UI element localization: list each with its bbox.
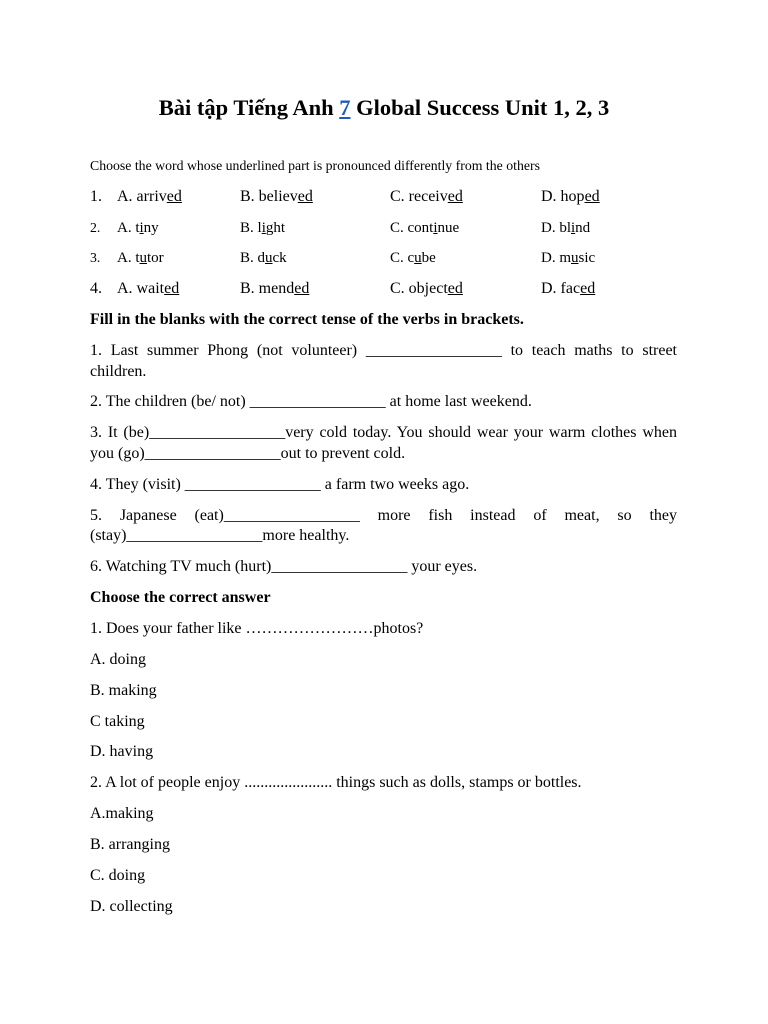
- underlined-part: i: [433, 219, 438, 236]
- option-text-end: ck: [272, 250, 287, 267]
- pronunciation-question-3: [90, 248, 677, 269]
- verb-tenses-heading: Fill in the blanks with the correct tense of the verbs in brackets.: [90, 311, 524, 329]
- mc-option-a: A.making: [90, 805, 154, 823]
- underlined-part: ed: [447, 280, 463, 298]
- option-a: [117, 187, 240, 208]
- option-a: [117, 248, 240, 269]
- underlined-part: ed: [294, 280, 310, 298]
- option-text: D. hop: [541, 187, 585, 205]
- mc-option-a: A. doing: [90, 650, 146, 668]
- option-text-end: nue: [437, 219, 460, 236]
- verb-tense-item-3: 3. It (be)_________________very cold today. You should wear your warm clothes when you (go)_________________out to prevent cold.: [90, 424, 677, 462]
- option-text: B. believ: [240, 187, 298, 205]
- option-text: C. cont: [390, 219, 434, 236]
- mc-option-d: D. collecting: [90, 897, 173, 915]
- underlined-part: i: [261, 219, 266, 236]
- option-a: [117, 279, 240, 300]
- option-a: [117, 218, 240, 239]
- option-d: [541, 187, 677, 208]
- underlined-part: ed: [166, 187, 182, 205]
- underlined-part: ed: [447, 187, 463, 205]
- option-d: [541, 218, 677, 239]
- underlined-part: ed: [164, 280, 180, 298]
- mc-option-b: B. arranging: [90, 836, 170, 854]
- mc-option-d: D. having: [90, 743, 154, 761]
- mc-option-c: C taking: [90, 712, 145, 730]
- verb-tense-item-1: 1. Last summer Phong (not volunteer) _________________ to teach maths to street children.: [90, 342, 677, 380]
- pronunciation-instruction: Choose the word whose underlined part is pronounced differently from the others: [90, 157, 540, 173]
- option-text: D. bl: [541, 219, 571, 236]
- option-text-end: nd: [575, 219, 591, 236]
- multiple-choice-heading: Choose the correct answer: [90, 588, 271, 606]
- option-text: C. object: [390, 280, 448, 298]
- option-d: [541, 279, 677, 300]
- pronunciation-question-2: [90, 218, 677, 239]
- option-text-end: sic: [578, 250, 596, 267]
- option-b: [240, 248, 390, 269]
- option-text: A. arriv: [117, 187, 167, 205]
- pronunciation-question-1: [90, 187, 677, 208]
- option-text: C. receiv: [390, 187, 448, 205]
- underlined-part: u: [265, 250, 273, 267]
- option-text: B. mend: [240, 280, 295, 298]
- pronunciation-question-4: [90, 279, 677, 300]
- title-text-before: Bài tập Tiếng Anh: [158, 95, 340, 120]
- mc-question-1: 1. Does your father like ……………………photos?: [90, 619, 424, 637]
- option-text-end: be: [421, 250, 436, 267]
- option-text: D. m: [541, 250, 571, 267]
- option-text: B. d: [240, 250, 266, 267]
- question-number: 1.: [90, 187, 102, 205]
- option-c: [390, 248, 541, 269]
- question-number: 3.: [90, 250, 101, 266]
- option-text: A. t: [117, 250, 140, 267]
- underlined-part: u: [571, 250, 579, 267]
- verb-tense-item-2: 2. The children (be/ not) _________________ at home last weekend.: [90, 393, 532, 411]
- option-text: A. t: [117, 219, 140, 236]
- option-text: A. wait: [117, 280, 165, 298]
- title-link[interactable]: 7: [339, 95, 351, 120]
- option-text-end: ny: [143, 219, 159, 236]
- option-text-end: ght: [265, 219, 286, 236]
- option-c: [390, 218, 541, 239]
- option-text: B. l: [240, 219, 262, 236]
- underlined-part: ed: [584, 187, 600, 205]
- question-number: 4.: [90, 280, 102, 298]
- option-text-end: tor: [147, 250, 164, 267]
- underlined-part: u: [414, 250, 422, 267]
- underlined-part: u: [139, 250, 147, 267]
- option-c: [390, 279, 541, 300]
- title-text-after: Global Success Unit 1, 2, 3: [350, 95, 610, 120]
- mc-option-c: C. doing: [90, 866, 146, 884]
- option-b: [240, 187, 390, 208]
- worksheet-content: [90, 156, 677, 928]
- question-number: 2.: [90, 219, 101, 235]
- option-c: [390, 187, 541, 208]
- option-text: C. c: [390, 250, 415, 267]
- underlined-part: i: [139, 219, 144, 236]
- underlined-part: ed: [297, 187, 313, 205]
- mc-question-2: 2. A lot of people enjoy ...................... things such as dolls, stamps or bottles.: [90, 774, 582, 792]
- mc-option-b: B. making: [90, 681, 157, 699]
- option-b: [240, 279, 390, 300]
- verb-tense-item-6: 6. Watching TV much (hurt)_________________ your eyes.: [90, 558, 478, 576]
- verb-tense-item-5: 5. Japanese (eat)_________________ more fish instead of meat, so they (stay)_________________more healthy.: [90, 506, 677, 545]
- option-b: [240, 218, 390, 239]
- underlined-part: i: [571, 219, 576, 236]
- page-title: [0, 94, 768, 122]
- underlined-part: ed: [580, 280, 596, 298]
- option-text: D. fac: [541, 280, 581, 298]
- verb-tense-item-4: 4. They (visit) _________________ a farm two weeks ago.: [90, 475, 470, 493]
- option-d: [541, 248, 677, 269]
